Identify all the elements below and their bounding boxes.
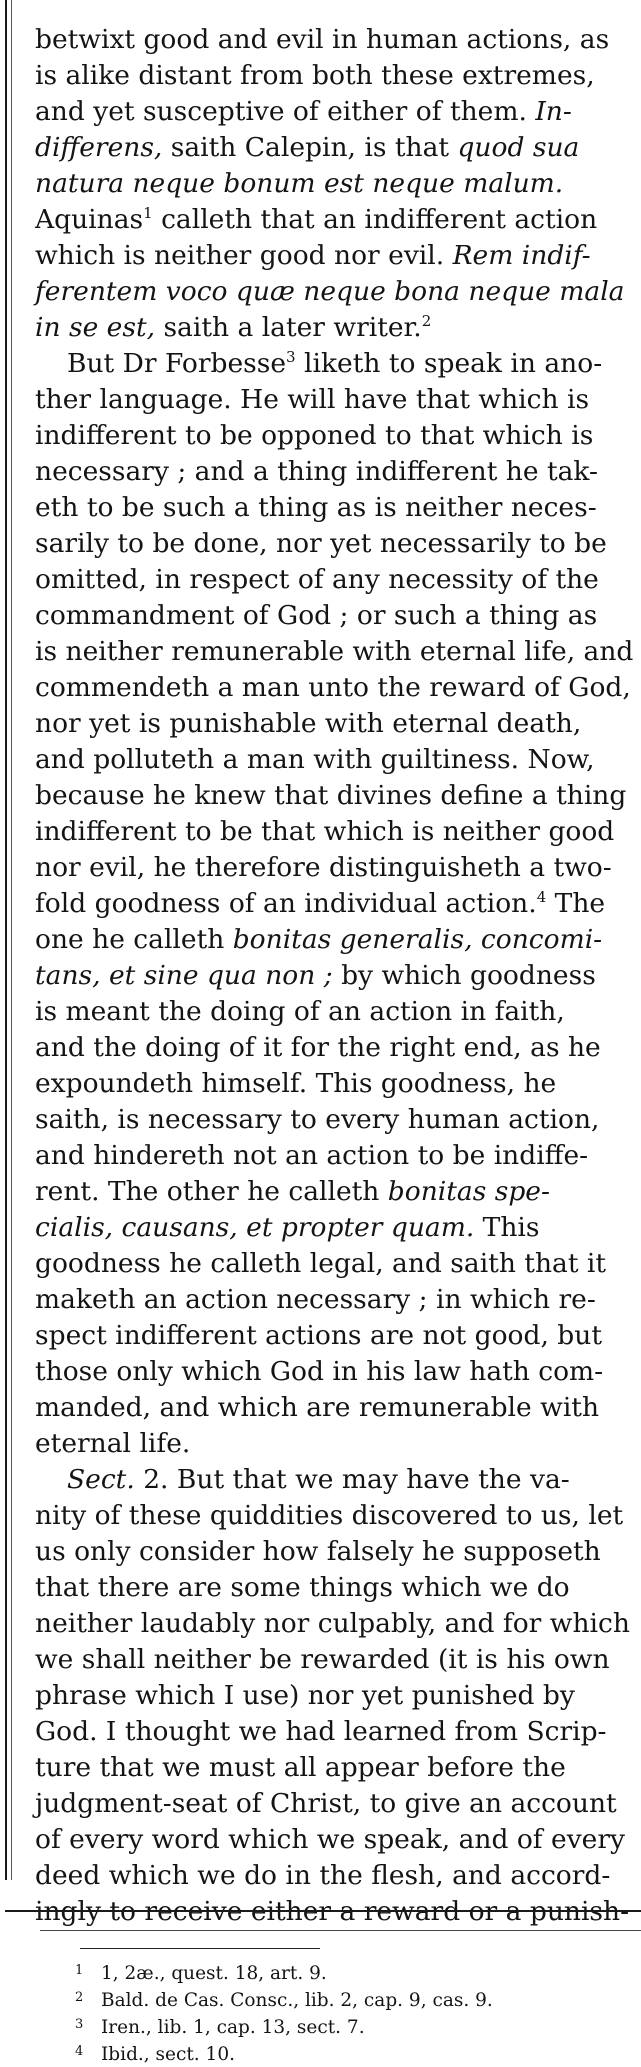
footnote-text: Ibid., sect. 10. (101, 2044, 235, 2065)
text-line: is alike distant from both these extremes, (35, 60, 595, 91)
footnote-ref: 4 (536, 888, 547, 906)
page-border-left (5, 0, 12, 1880)
footnote-text: Iren., lib. 1, cap. 13, sect. 7. (101, 2017, 365, 2038)
text-line (35, 238, 620, 274)
text-span: calleth that an indifferent action (152, 204, 598, 235)
italic-term: quod sua (457, 132, 580, 163)
text-line: and polluteth a man with guiltiness. Now, (35, 744, 595, 775)
italic-term: bonitas generalis, concomi- (232, 924, 603, 955)
text-line: us only consider how falsely he supposeth (35, 1536, 601, 1567)
text-line: eth to be such a thing as is neither neces- (35, 492, 597, 523)
text-span: The (546, 888, 606, 919)
text-line (35, 202, 620, 238)
paragraph-2 (35, 346, 634, 1462)
text-span: Aquinas (35, 204, 144, 235)
text-span: But Dr Forbesse (67, 348, 287, 379)
footnote-text: Bald. de Cas. Consc., lib. 2, cap. 9, cas. 9. (101, 1990, 493, 2011)
footnote-number: 2 (75, 1990, 84, 2005)
page-border-bottom-inner (40, 1930, 641, 1931)
italic-term: In- (535, 96, 572, 127)
text-line: nity of these quiddities discovered to us, let (35, 1500, 624, 1531)
italic-term: Rem indif- (452, 240, 591, 271)
italic-term: natura neque bonum est neque malum. (35, 168, 564, 199)
text-line: saith, is necessary to every human action, (35, 1104, 600, 1135)
footnote (75, 2040, 620, 2067)
text-line: ther language. He will have that which is (35, 384, 590, 415)
text-line: we shall neither be rewarded (it is his own (35, 1644, 610, 1675)
text-line: nor evil, he therefore distinguisheth a two- (35, 852, 612, 883)
text-line: commandment of God ; or such a thing as (35, 600, 598, 631)
italic-term: in se est, (35, 312, 156, 343)
text-line: of every word which we speak, and of every (35, 1824, 625, 1855)
text-span: one he calleth (35, 924, 233, 955)
text-line: ingly to receive either a reward or a punish- (35, 1896, 630, 1927)
text-span: saith a later writer. (155, 312, 422, 343)
text-line: is neither remunerable with eternal life, and (35, 636, 634, 667)
text-line (35, 274, 625, 310)
footnote (75, 2013, 620, 2040)
footnote-divider (80, 1948, 320, 1949)
text-line (35, 346, 620, 382)
italic-term: tans, et sine qua non ; (35, 960, 333, 991)
text-line (35, 922, 620, 958)
text-line: sarily to be done, nor yet necessarily to be (35, 528, 607, 559)
text-line: eternal life. (35, 1428, 191, 1459)
page-body (35, 22, 634, 2067)
text-line: God. I thought we had learned from Scrip- (35, 1716, 607, 1747)
text-line: maketh an action necessary ; in which re- (35, 1284, 596, 1315)
text-span: by which goodness (332, 960, 596, 991)
text-span: 2. But that we may have the va- (134, 1464, 570, 1495)
text-span: and yet susceptive of either of them. (35, 96, 527, 127)
text-span: fold goodness of an individual action. (35, 888, 537, 919)
text-line: judgment-seat of Christ, to give an account (35, 1788, 617, 1819)
text-line (35, 94, 620, 130)
text-line: omitted, in respect of any necessity of the (35, 564, 599, 595)
page-border-bottom (5, 1910, 641, 1912)
text-line: those only which God in his law hath com- (35, 1356, 604, 1387)
text-line: is meant the doing of an action in faith, (35, 996, 565, 1027)
footnote-ref: 2 (421, 312, 432, 330)
italic-term: Sect. (67, 1464, 135, 1495)
footnote (75, 1986, 620, 2013)
text-line: spect indifferent actions are not good, but (35, 1320, 602, 1351)
text-line: necessary ; and a thing indifferent he tak- (35, 456, 598, 487)
footnote (75, 1959, 620, 1986)
italic-term: bonitas spe- (387, 1176, 550, 1207)
text-line (35, 130, 620, 166)
text-line: commendeth a man unto the reward of God, (35, 672, 631, 703)
text-line: indifferent to be that which is neither good (35, 816, 615, 847)
text-line: betwixt good and evil in human actions, as (35, 24, 610, 55)
text-line (35, 1174, 620, 1210)
text-line: nor yet is punishable with eternal death, (35, 708, 582, 739)
paragraph-1 (35, 22, 625, 346)
footnote-text: 1, 2æ., quest. 18, art. 9. (101, 1963, 327, 1984)
text-span: rent. The other he calleth (35, 1176, 388, 1207)
text-line (35, 1462, 620, 1498)
paragraph-3 (35, 1462, 630, 1930)
text-line: manded, and which are remunerable with (35, 1392, 600, 1423)
footnote-number: 3 (75, 2017, 84, 2032)
text-line: and the doing of it for the right end, as he (35, 1032, 601, 1063)
text-line: deed which we do in the flesh, and accord- (35, 1860, 611, 1891)
text-line (35, 886, 620, 922)
text-span: which is neither good nor evil. (35, 240, 453, 271)
footnote-number: 1 (75, 1963, 84, 1978)
footnotes (75, 1959, 620, 2067)
italic-term: differens, (35, 132, 163, 163)
italic-term: cialis, causans, et propter quam. (35, 1212, 475, 1243)
text-line: goodness he calleth legal, and saith that it (35, 1248, 607, 1279)
text-line (35, 1210, 620, 1246)
text-line: that there are some things which we do (35, 1572, 570, 1603)
footnote-ref: 3 (286, 348, 296, 366)
footnote-number: 4 (75, 2044, 84, 2059)
text-span: liketh to speak in ano- (295, 348, 603, 379)
text-line: phrase which I use) nor yet punished by (35, 1680, 575, 1711)
text-line: indifferent to be opponed to that which is (35, 420, 594, 451)
text-line: because he knew that divines define a thing (35, 780, 627, 811)
text-span: saith Calepin, is that (162, 132, 458, 163)
text-line: ture that we must all appear before the (35, 1752, 566, 1783)
text-line: expoundeth himself. This goodness, he (35, 1068, 557, 1099)
text-line (35, 958, 620, 994)
text-line: and hindereth not an action to be indiffe- (35, 1140, 589, 1171)
text-line (35, 310, 620, 346)
footnote-ref: 1 (143, 204, 153, 222)
italic-term: ferentem voco quæ neque bona neque mala (35, 276, 625, 307)
text-line (35, 166, 620, 202)
text-span: This (474, 1212, 540, 1243)
text-line: neither laudably nor culpably, and for which (35, 1608, 630, 1639)
